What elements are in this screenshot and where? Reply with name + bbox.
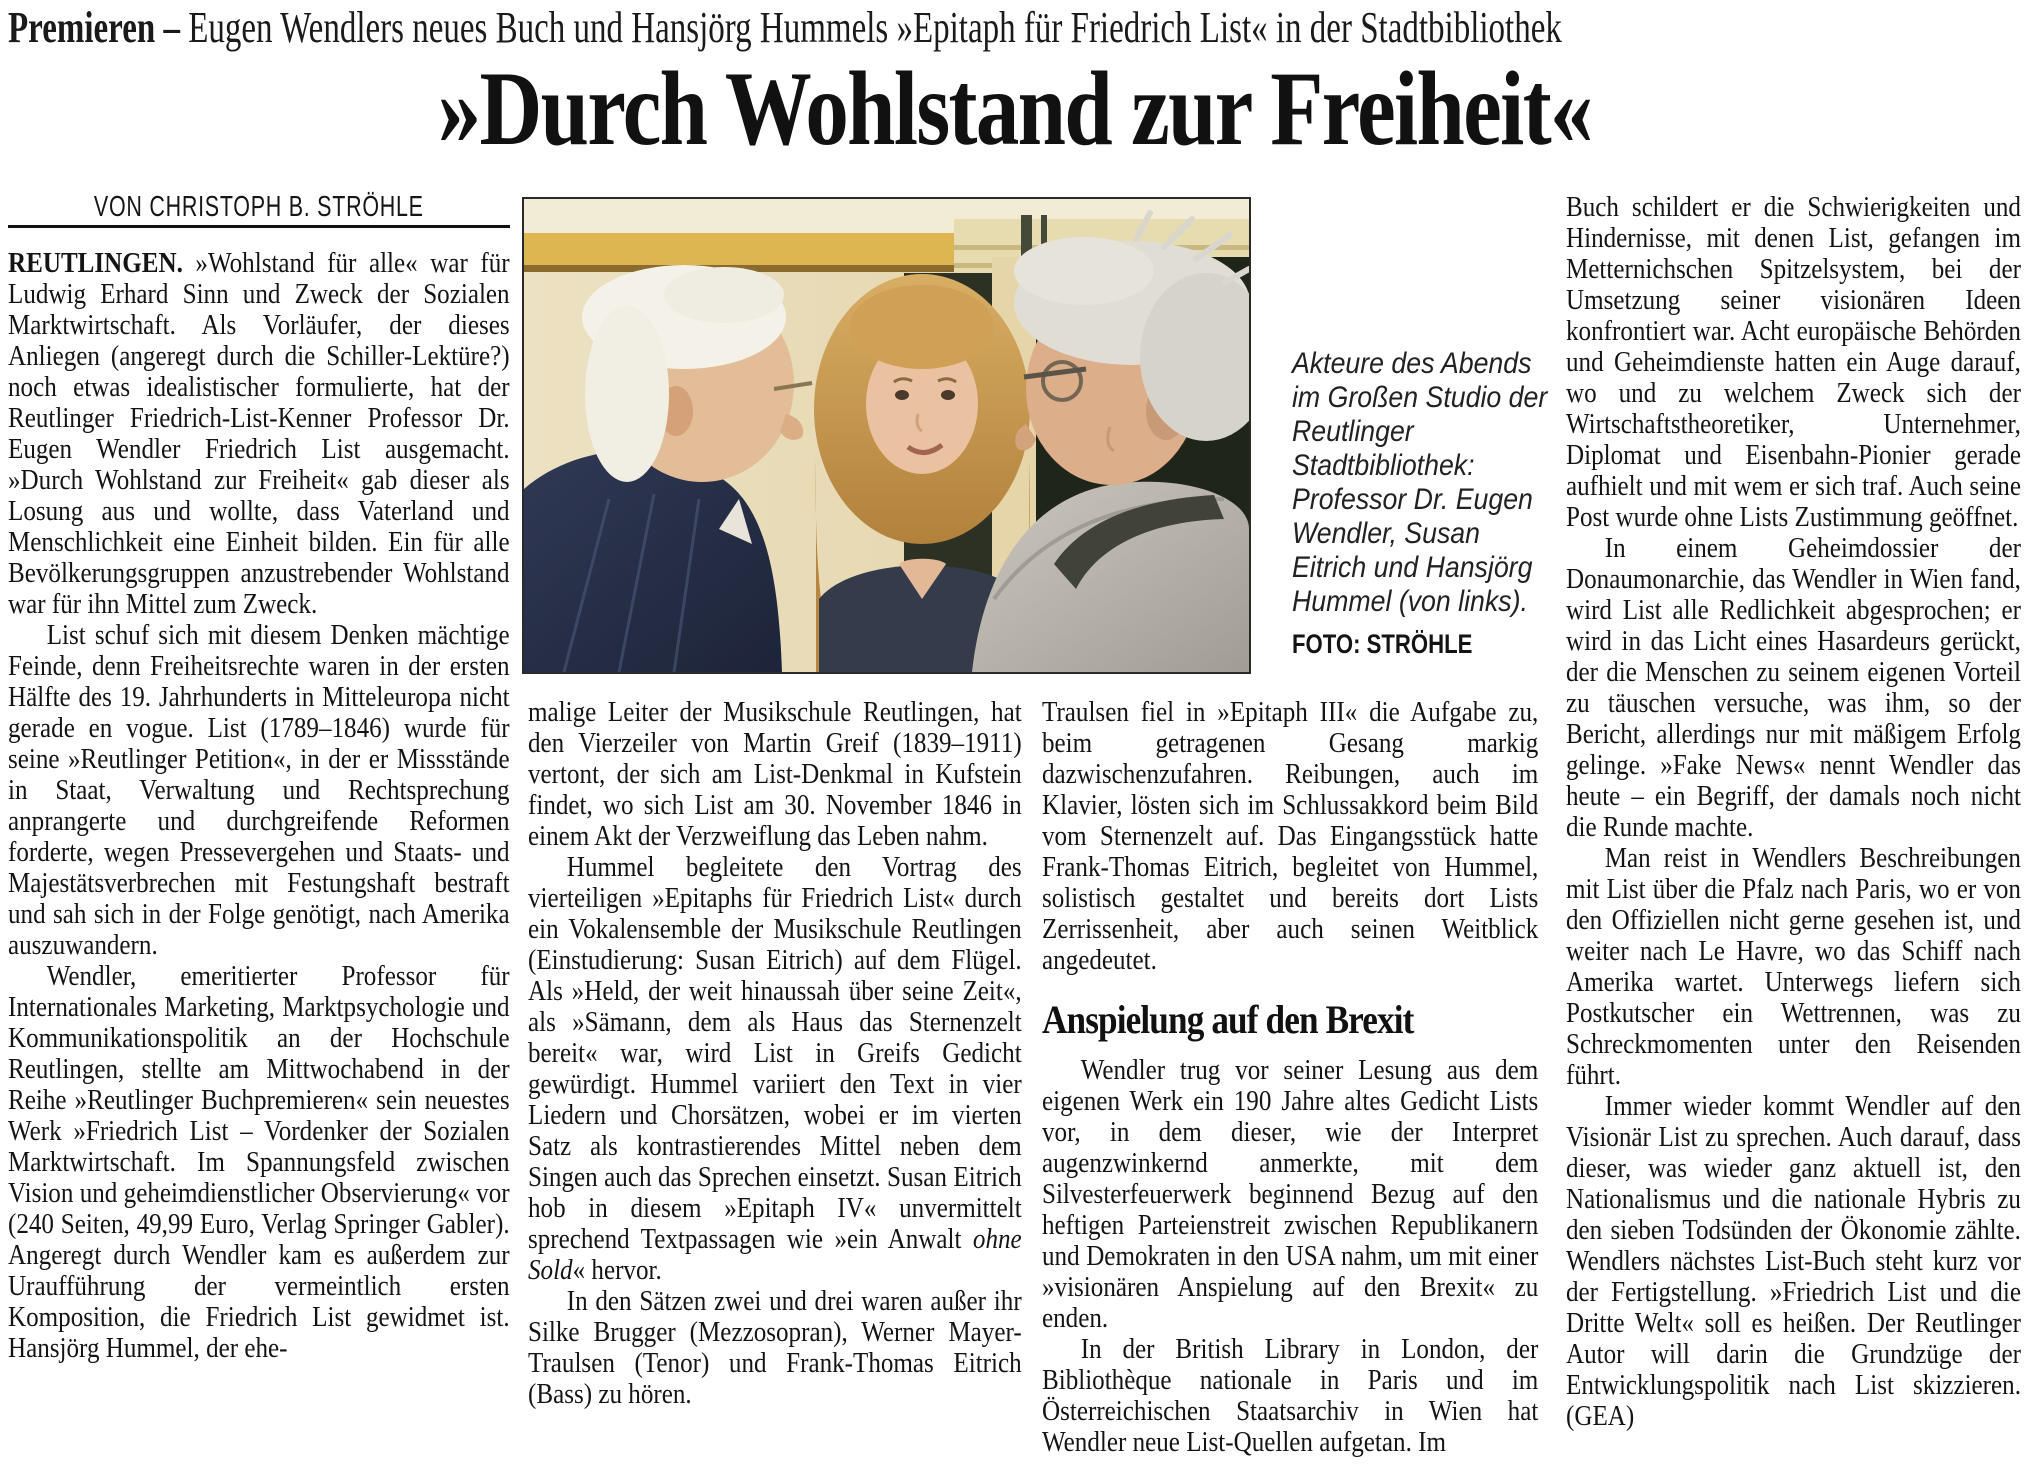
headline: [0, 50, 2029, 167]
article-column-3: [1042, 697, 1538, 1472]
article-paragraph: In einem Geheimdossier der Donaumonarchie, das Wendler in Wien fand, wird List alle Redlichkeit abgesprochen; er wird in das Licht eines Hasardeurs gerückt, der die Menschen zu seinem eigenen Vorteil zu täuschen versuche, was ihm, so der Bericht, allerdings nur mit mäßigem Erfolg gelinge. »Fake News« nennt Wendler das heute – ein Begriff, der damals noch nicht die Runde machte.: [1566, 533, 2021, 843]
article-column-2: [528, 697, 1022, 1472]
article-paragraph: In den Sätzen zwei und drei waren außer ihr Silke Brugger (Mezzosopran), Werner Mayer-Traulsen (Tenor) und Frank-Thomas Eitrich (Bass) zu hören.: [528, 1286, 1022, 1410]
byline-rule: [8, 225, 510, 228]
article-paragraph: Wendler, emeritierter Professor für Internationales Marketing, Marktpsychologie und Kommunikationspolitik an der Hochschule Reutlingen, stellte am Mittwochabend in der Reihe »Reutlinger Buchpremieren« sein neuestes Werk »Friedrich List – Vordenker der Sozialen Marktwirtschaft. Im Spannungsfeld zwischen Vision und geheimdienstlicher Observierung« vor (240 Seiten, 49,99 Euro, Verlag Springer Gabler). Angeregt durch Wendler kam es außerdem zur Uraufführung der vermeintlich ersten Komposition, die Friedrich List gewidmet ist. Hansjörg Hummel, der ehe-: [8, 961, 510, 1364]
photo-scene: [524, 199, 1249, 672]
section-subhead: Anspielung auf den Brexit: [1042, 997, 1414, 1042]
article-paragraph: Man reist in Wendlers Beschreibungen mit List über die Pfalz nach Paris, wo er von den Offiziellen nicht gerne gesehen ist, und weiter nach Le Havre, wo das Schiff nach Amerika wartet. Unterwegs liefern sich Postkutscher ein Wettrennen, was zu Schreckmomenten unter den Reisenden führt.: [1566, 843, 2021, 1091]
article-paragraph: Hummel begleitete den Vortrag des vierteiligen »Epitaphs für Friedrich List« durch ein Vokalensemble der Musikschule Reutlingen (Einstudierung: Susan Eitrich) auf dem Flügel. Als »Held, der weit hinaussah über seine Zeit«, als »Sämann, dem als Haus das Sternenzelt bereit« war, wird List in Greifs Gedicht gewürdigt. Hummel variiert den Text in vier Liedern und Chorsätzen, wobei er im vierten Satz als kontrastierendes Mittel neben dem Singen auch das Sprechen einsetzt. Susan Eitrich hob in diesem »Epitaph IV« unvermittelt sprechend Textpassagen wie »ein Anwalt ohne Sold« hervor.: [528, 852, 1022, 1286]
article-column-1: [8, 248, 510, 1466]
photo-caption-text: Akteure des Abends im Großen Studio der Reutlinger Stadtbibliothek: Professor Dr. Eugen Wendler, Susan Eitrich und Hansjörg Hummel (von links).: [1292, 347, 1548, 618]
dateline: REUTLINGEN.: [8, 248, 183, 279]
article-paragraph: Wendler trug vor seiner Lesung aus dem eigenen Werk ein 190 Jahre altes Gedicht Lists vor, in dem dieser, wie der Interpret augenzwinkernd anmerkte, mit dem Silvesterfeuerwerk beginnend Bezug auf den heftigen Parteienstreit zwischen Republikanern und Demokraten in den USA nahm, um mit einer »visionären Anspielung auf den Brexit« zu enden.: [1042, 1055, 1539, 1334]
article-photo: [522, 197, 1251, 674]
kicker-highlight: Premieren –: [8, 3, 180, 52]
article-paragraph: Buch schildert er die Schwierigkeiten und Hindernisse, mit denen List, gefangen im Metternichschen Spitzelsystem, bei der Umsetzung seiner visionären Ideen konfrontiert war. Acht europäische Behörden und Geheimdienste hatten ein Auge darauf, wo und zu welchem Zweck sich der Wirtschaftstheoretiker, Unternehmer, Diplomat und Eisenbahn-Pionier gerade aufhielt und mit wem er sich traf. Auch seine Post wurde ohne Lists Zustimmung geöffnet.: [1566, 192, 2021, 533]
article-paragraph: List schuf sich mit diesem Denken mächtige Feinde, denn Freiheitsrechte waren in der ersten Hälfte des 19. Jahrhunderts in Mitteleuropa nicht gerade en vogue. List (1789–1846) wurde für seine »Reutlinger Petition«, in der er Missstände in Staat, Verwaltung und Rechtsprechung anprangerte und durchgreifende Reformen forderte, wegen Pressevergehen und Staats- und Majestätsverbrechen mit Festungshaft bestraft und sah sich in der Folge genötigt, nach Amerika auszuwandern.: [8, 620, 510, 961]
article-paragraph: Immer wieder kommt Wendler auf den Visionär List zu sprechen. Auch darauf, dass dieser, was wieder ganz aktuell ist, den Nationalismus und die nationale Hybris zu den sieben Todsünden der Ökonomie zählte. Wendlers nächstes List-Buch steht kurz vor der Fertigstellung. »Friedrich List und die Dritte Welt« soll es heißen. Der Reutlinger Autor will darin die Grundzüge der Entwicklungspolitik nach List skizzieren. (GEA): [1566, 1091, 2021, 1432]
byline: [8, 192, 510, 222]
article-paragraph: In der British Library in London, der Bibliothèque nationale in Paris und im Österreichischen Staatsarchiv in Wien hat Wendler neue List-Quellen aufgetan. Im: [1042, 1334, 1539, 1458]
photo-credit: FOTO: STRÖHLE: [1292, 629, 1473, 659]
article-paragraph: Traulsen fiel in »Epitaph III« die Aufgabe zu, beim getragenen Gesang markig dazwischenzufahren. Reibungen, auch im Klavier, lösten sich im Schlussakkord beim Bild vom Sternenzelt auf. Das Eingangsstück hatte Frank-Thomas Eitrich, begleitet von Hummel, solistisch gestaltet und bereits dort Lists Zerrissenheit, aber auch seinen Weitblick angedeutet.: [1042, 697, 1539, 976]
article-paragraph: REUTLINGEN. »Wohlstand für alle« war für Ludwig Erhard Sinn und Zweck der Sozialen Marktwirtschaft. Als Vorläufer, der dieses Anliegen (angeregt durch die Schiller-Lektüre?) noch etwas idealistischer formulierte, hat der Reutlinger Friedrich-List-Kenner Professor Dr. Eugen Wendler Friedrich List ausgemacht. »Durch Wohlstand zur Freiheit« gab dieser als Losung aus und wollte, dass Vaterland und Menschlichkeit eine Einheit bilden. Ein für alle Bevölkerungsgruppen anzustrebender Wohlstand war für ihn Mittel zum Zweck.: [8, 248, 510, 620]
kicker: [8, 2, 2029, 54]
byline-text: VON CHRISTOPH B. STRÖHLE: [94, 191, 424, 223]
photo-caption: [1292, 347, 1561, 619]
article-paragraph: malige Leiter der Musikschule Reutlingen, hat den Vierzeiler von Martin Greif (1839–1911) vertont, der sich am List-Denkmal in Kufstein findet, wo sich List am 30. November 1846 in einem Akt der Verzweiflung das Leben nahm.: [528, 697, 1022, 852]
article-column-4: [1566, 192, 2021, 1470]
headline-text: »Durch Wohlstand zur Freiheit«: [437, 50, 1592, 167]
kicker-text: Eugen Wendlers neues Buch und Hansjörg Hummels »Epitaph für Friedrich List« in der Stadtbibliothek: [179, 3, 1562, 52]
